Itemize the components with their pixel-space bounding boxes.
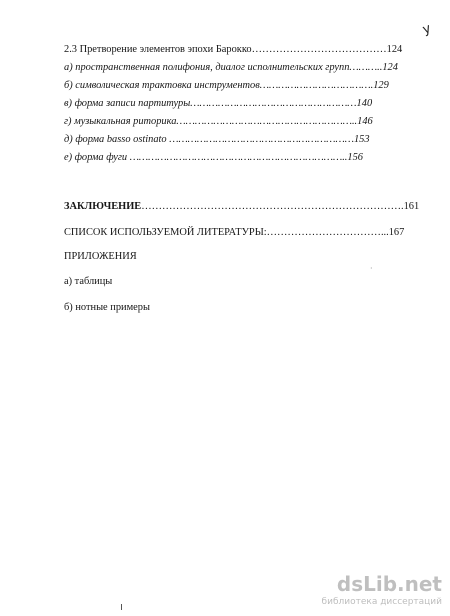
toc-entry-d: д) форма basso ostinato ……………………………………………………153 (64, 134, 370, 145)
scan-speck: · (370, 264, 373, 273)
watermark (321, 572, 450, 612)
page-corner-mark: у (420, 21, 433, 38)
toc-conclusion (64, 201, 419, 213)
toc-entry-v: в) форма записи партитуры………………………………………………140 (64, 98, 373, 109)
toc-appendix: ПРИЛОЖЕНИЯ (64, 251, 137, 262)
toc-entry-e: е) форма фуги ……………………………………………………………..156 (64, 152, 363, 163)
toc-entry-g: г) музыкальная риторика…………………………………………………..146 (64, 116, 373, 127)
appendix-item-music-examples: б) нотные примеры (64, 302, 150, 313)
toc-entry-a: а) пространственная полифония, диалог исполнительских групп………..124 (64, 62, 398, 73)
scan-mark (121, 604, 122, 610)
conclusion-label: ЗАКЛЮЧЕНИЕ (64, 201, 142, 212)
watermark-name: dsLib.net (336, 572, 442, 596)
toc-references: СПИСОК ИСПОЛЬЗУЕМОЙ ЛИТЕРАТУРЫ:……………………………...167 (64, 227, 405, 238)
toc-entry-b: б) символическая трактовка инструментов……………………………….129 (64, 80, 389, 91)
toc-entry-2-3: 2.3 Претворение элементов эпохи Барокко…………………………………124 (64, 44, 403, 55)
watermark-tagline: библиотека диссертаций (321, 597, 442, 607)
conclusion-leader: ………………………………………………………………….161 (141, 201, 420, 212)
appendix-item-tables: а) таблицы (64, 276, 113, 287)
